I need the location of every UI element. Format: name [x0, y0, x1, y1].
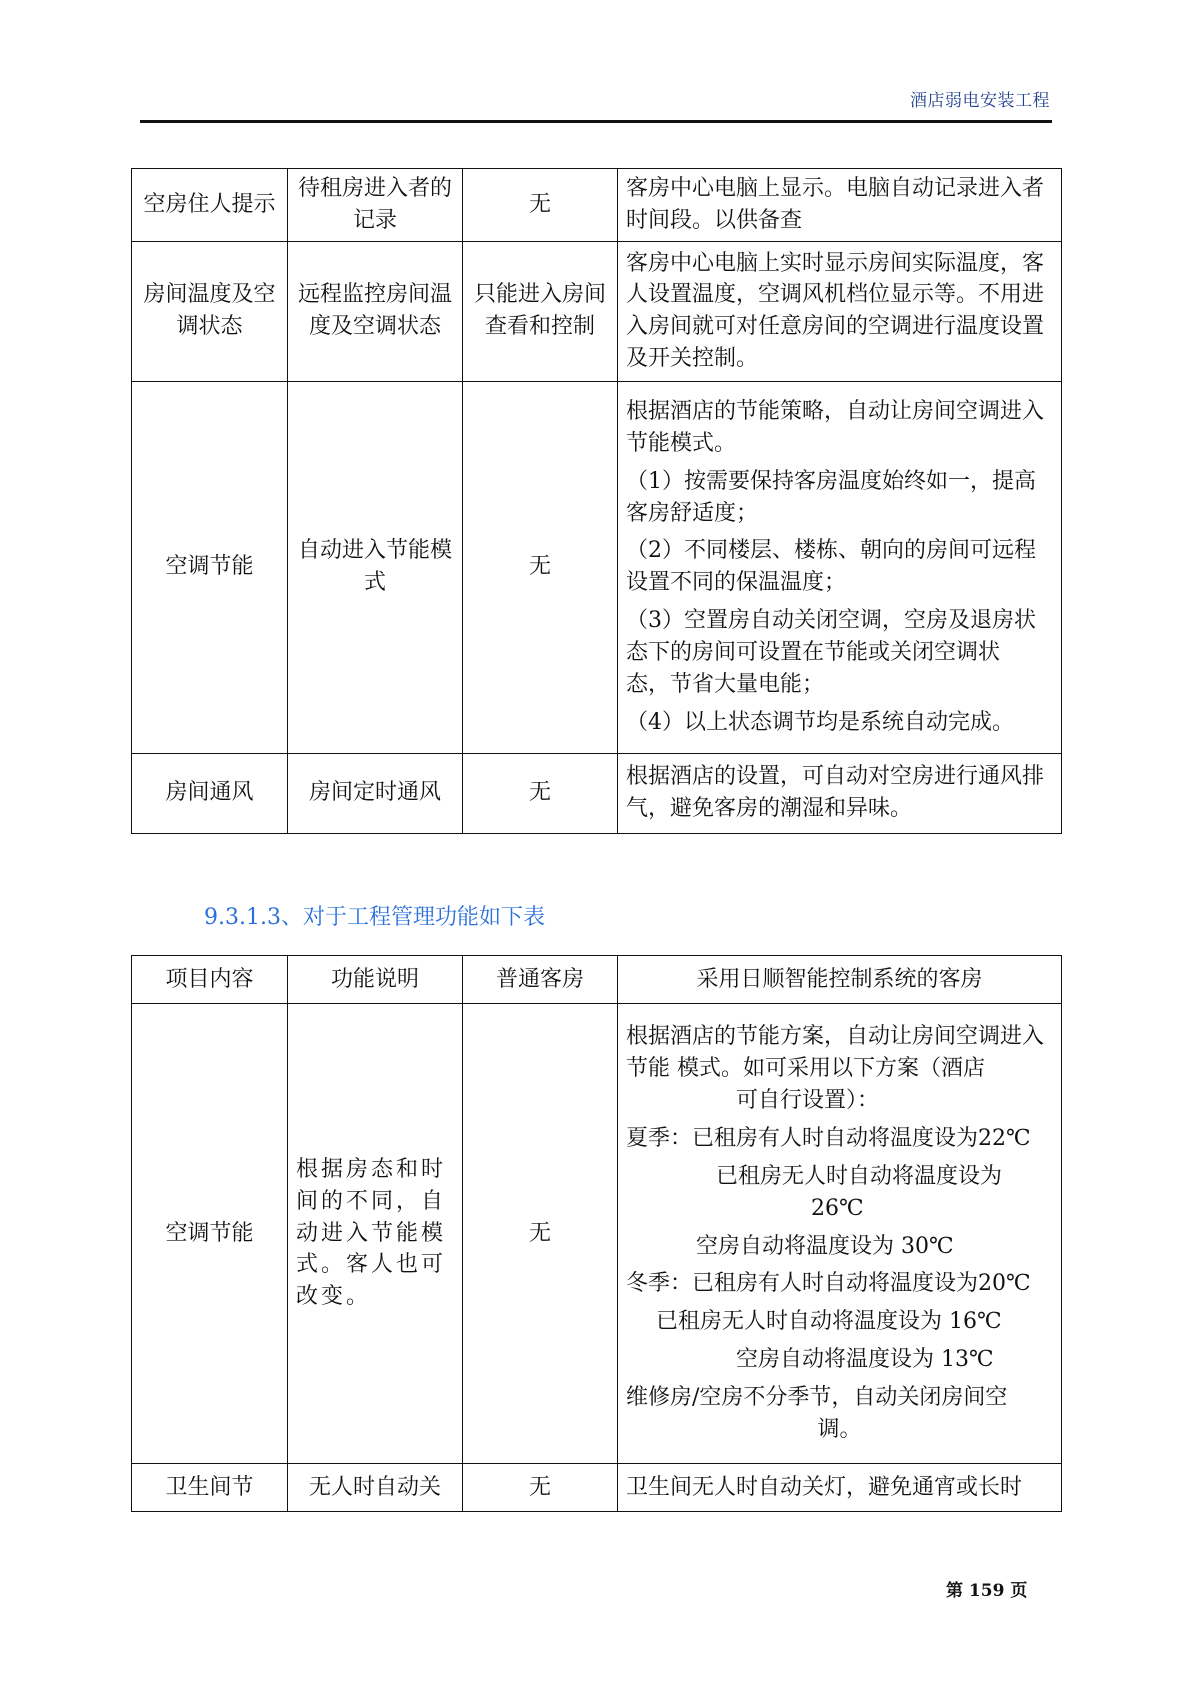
room-control-table-continued [131, 168, 1062, 834]
description-text [626, 1021, 1053, 1117]
description-line: 根据酒店的节能方案，自动让房间空调进入节能 模式。如可采用以下方案（酒店 [626, 1024, 1045, 1082]
description-line: 维修房/空房不分季节，自动关闭房间空 [626, 1385, 1008, 1411]
winter-setting-2: 已租房无人时自动将温度设为 16℃ [656, 1309, 1002, 1335]
normal-room-cell: 无 [463, 1004, 618, 1464]
table-row [132, 241, 1062, 381]
function-cell: 无人时自动关 [288, 1464, 463, 1512]
smart-room-cell [618, 1004, 1062, 1464]
table-row [132, 1004, 1062, 1464]
table-row [132, 1464, 1062, 1512]
engineering-management-table [131, 955, 1062, 1512]
table-row [132, 753, 1062, 833]
function-cell: 待租房进入者的记录 [288, 169, 463, 242]
table-row [132, 381, 1062, 753]
winter-setting-1: 冬季：已租房有人时自动将温度设为20℃ [626, 1271, 1031, 1297]
description-text: （4）以上状态调节均是系统自动完成。 [626, 709, 1014, 735]
column-header: 项目内容 [132, 956, 288, 1004]
item-cell: 空调节能 [132, 381, 288, 753]
function-cell: 房间定时通风 [288, 753, 463, 833]
column-header: 普通客房 [463, 956, 618, 1004]
item-cell: 空调节能 [132, 1004, 288, 1464]
smart-room-cell [618, 381, 1062, 753]
document-header-title: 酒店弱电安装工程 [910, 91, 1050, 111]
description-text: （3）空置房自动关闭空调，空房及退房状态下的房间可设置在节能或关闭空调状 态，节省大量电能； [626, 608, 1045, 697]
header-divider [140, 120, 1052, 123]
function-cell: 自动进入节能模式 [288, 381, 463, 753]
table-header-row [132, 956, 1062, 1004]
winter-setting-3: 空房自动将温度设为 13℃ [736, 1347, 994, 1373]
normal-room-cell: 无 [463, 1464, 618, 1512]
normal-room-cell: 无 [463, 753, 618, 833]
table-row [132, 169, 1062, 242]
item-cell: 卫生间节 [132, 1464, 288, 1512]
smart-room-cell [618, 241, 1062, 381]
description-text: 客房中心电脑上显示。电脑自动记录进入者时间段。以供备查 [626, 176, 1045, 233]
summer-setting-3: 空房自动将温度设为 30℃ [696, 1233, 954, 1259]
column-header: 采用日顺智能控制系统的客房 [618, 956, 1062, 1004]
function-text: 根据房态和时间的不同，自动进入节能模式。客人也可改变。 [296, 1156, 447, 1310]
page-number: 第 159 页 [946, 1581, 1028, 1601]
description-text: （1）按需要保持客房温度始终如一，提高客房舒适度； [626, 468, 1036, 526]
column-header: 功能说明 [288, 956, 463, 1004]
normal-room-cell: 只能进入房间查看和控制 [463, 241, 618, 381]
item-cell: 房间温度及空调状态 [132, 241, 288, 381]
repair-room-setting [626, 1382, 1053, 1446]
smart-room-cell [618, 169, 1062, 242]
description-line: 已租房无人时自动将温度设为 [716, 1163, 1003, 1189]
smart-room-cell: 卫生间无人时自动关灯，避免通宵或长时 [618, 1464, 1062, 1512]
function-cell: 远程监控房间温度及空调状态 [288, 241, 463, 381]
normal-room-cell: 无 [463, 169, 618, 242]
function-cell [288, 1004, 463, 1464]
summer-setting-2 [626, 1161, 1053, 1225]
normal-room-cell: 无 [463, 381, 618, 753]
description-line: 26℃ [811, 1195, 864, 1221]
description-text: 根据酒店的节能策略，自动让房间空调进入节能模式。 [626, 398, 1045, 456]
description-line: 可自行设置）： [736, 1087, 880, 1113]
description-text: 根据酒店的设置，可自动对空房进行通风排气，避免客房的潮湿和异味。 [626, 764, 1045, 822]
description-text: 客房中心电脑上实时显示房间实际温度，客人设置温度，空调风机档位显示等。不用进入房间就可对任意房间的空调进行温度设置及开关控制。 [626, 250, 1045, 372]
item-cell: 房间通风 [132, 753, 288, 833]
smart-room-cell [618, 753, 1062, 833]
item-cell: 空房住人提示 [132, 169, 288, 242]
section-heading: 9.3.1.3、对于工程管理功能如下表 [204, 905, 545, 930]
description-line: 调。 [817, 1416, 862, 1442]
description-text: （2）不同楼层、楼栋、朝向的房间可远程设置不同的保温温度； [626, 538, 1036, 596]
summer-setting-1: 夏季：已租房有人时自动将温度设为22℃ [626, 1125, 1031, 1151]
